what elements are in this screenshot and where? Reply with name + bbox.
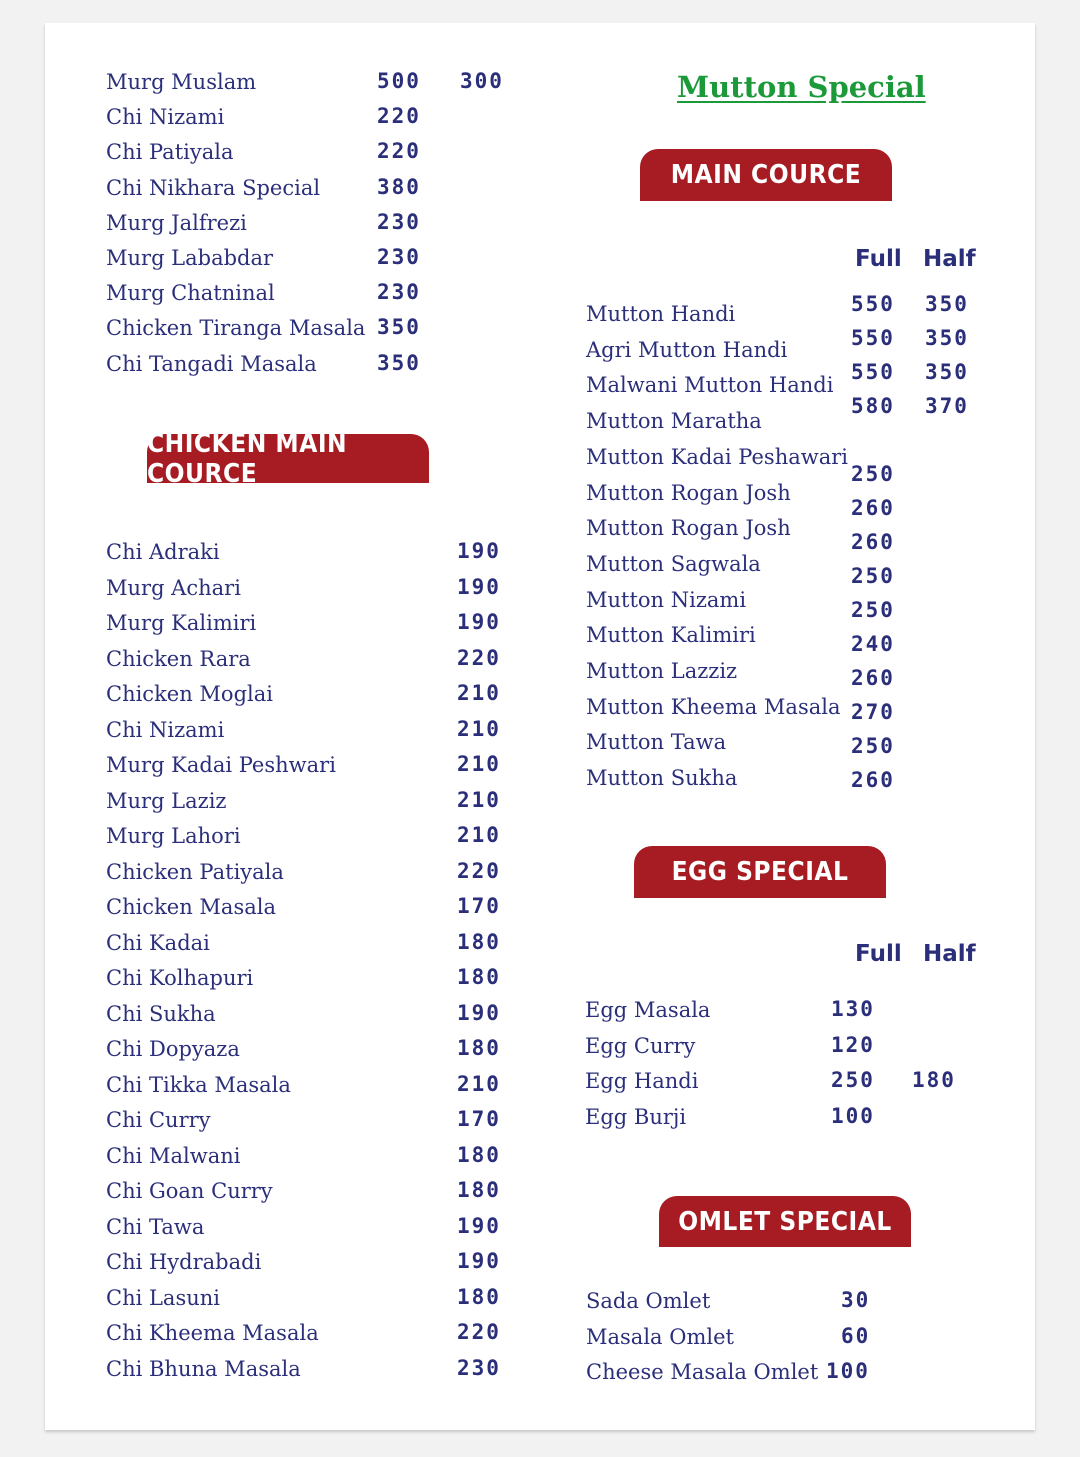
menu-item-price-full: 260 bbox=[851, 496, 895, 520]
menu-item-name: Chi Adraki bbox=[106, 540, 220, 564]
menu-item-name: Murg Chatninal bbox=[106, 281, 275, 306]
menu-item-name: Murg Lahori bbox=[106, 824, 241, 848]
menu-item-price: 180 bbox=[457, 1036, 501, 1060]
mutton-full-header: Full bbox=[855, 246, 902, 272]
menu-item-name: Chi Nizami bbox=[106, 105, 225, 130]
menu-item-name: Chicken Masala bbox=[106, 895, 276, 919]
menu-item-price: 180 bbox=[457, 929, 501, 954]
menu-item-price: 220 bbox=[457, 645, 501, 670]
menu-item-name: Chi Nizami bbox=[106, 717, 225, 742]
menu-item-name: Chi Lasuni bbox=[106, 1285, 220, 1310]
menu-item-name: Mutton Sagwala bbox=[586, 551, 761, 576]
menu-item-name: Chicken Rara bbox=[106, 646, 251, 671]
menu-item-price: 350 bbox=[377, 350, 421, 375]
menu-item-name: Sada Omlet bbox=[586, 1289, 711, 1313]
menu-item-price: 230 bbox=[377, 280, 421, 305]
menu-item-name: Murg Laziz bbox=[106, 788, 227, 813]
menu-item-price: 190 bbox=[457, 574, 501, 599]
menu-item-price: 100 bbox=[831, 1104, 875, 1129]
menu-item-name: Chi Tawa bbox=[106, 1214, 205, 1239]
menu-item-price: 180 bbox=[457, 1284, 501, 1309]
menu-item-name: Chi Patiyala bbox=[106, 140, 234, 165]
menu-item-price-full: 580 bbox=[851, 394, 895, 418]
menu-item-price: 220 bbox=[457, 858, 501, 883]
omlet-special-banner: OMLET SPECIAL bbox=[659, 1196, 911, 1247]
menu-item-name: Chi Goan Curry bbox=[106, 1179, 273, 1203]
menu-item-name: Mutton Rogan Josh bbox=[586, 480, 791, 505]
menu-item-price: 60 bbox=[841, 1323, 871, 1348]
egg-special-banner: EGG SPECIAL bbox=[634, 846, 886, 898]
menu-item-price: 210 bbox=[457, 1071, 501, 1096]
menu-item-name: Chicken Tiranga Masala bbox=[106, 316, 366, 341]
menu-item-name: Chi Kadai bbox=[106, 930, 210, 955]
menu-item-name: Chicken Patiyala bbox=[106, 859, 284, 884]
menu-item-price: 120 bbox=[831, 1032, 875, 1057]
menu-item-name: Mutton Handi bbox=[586, 302, 736, 326]
menu-item-name: Mutton Tawa bbox=[586, 730, 727, 755]
menu-item-price-full: 250 bbox=[851, 564, 895, 588]
menu-item-price: 250 bbox=[831, 1068, 875, 1093]
menu-item-price-half: 180 bbox=[912, 1068, 956, 1093]
menu-item-price-full: 270 bbox=[851, 700, 895, 724]
menu-item-price: 170 bbox=[457, 894, 501, 918]
menu-item-price-full: 550 bbox=[851, 292, 895, 316]
menu-item-price-full: 550 bbox=[851, 360, 895, 384]
menu-item-name: Chi Hydrabadi bbox=[106, 1250, 262, 1274]
menu-item-name: Agri Mutton Handi bbox=[586, 337, 788, 362]
menu-item-price: 380 bbox=[377, 174, 421, 199]
menu-item-price: 190 bbox=[457, 539, 501, 563]
menu-item-price-half: 350 bbox=[925, 360, 969, 384]
menu-item-price: 180 bbox=[457, 965, 501, 989]
menu-item-name: Chi Malwani bbox=[106, 1143, 241, 1168]
menu-item-price: 220 bbox=[457, 1320, 501, 1344]
menu-item-price: 210 bbox=[457, 787, 501, 812]
menu-item-price-half: 350 bbox=[925, 326, 969, 350]
menu-item-name: Chi Dopyaza bbox=[106, 1037, 240, 1061]
menu-item-price: 190 bbox=[457, 1000, 501, 1025]
menu-item-price-full: 260 bbox=[851, 768, 895, 792]
menu-item-name: Mutton Nizami bbox=[586, 587, 747, 612]
menu-item-name: Malwani Mutton Handi bbox=[586, 373, 834, 398]
menu-item-price: 130 bbox=[831, 997, 875, 1021]
menu-item-name: Murg Jalfrezi bbox=[106, 210, 247, 235]
menu-item-name: Murg Lababdar bbox=[106, 246, 274, 270]
menu-item-name: Egg Burji bbox=[585, 1105, 687, 1130]
menu-item-price: 190 bbox=[457, 1249, 501, 1273]
chicken-main-course-banner: CHICKEN MAIN COURCE bbox=[147, 434, 429, 483]
menu-item-name: Cheese Masala Omlet bbox=[586, 1360, 819, 1384]
menu-item-name: Murg Kalimiri bbox=[106, 611, 257, 635]
menu-item-price: 230 bbox=[377, 209, 421, 234]
menu-item-name: Mutton Kadai Peshawari bbox=[586, 444, 848, 469]
menu-item-name: Chicken Moglai bbox=[106, 682, 273, 706]
menu-item-name: Chi Bhuna Masala bbox=[106, 1356, 301, 1381]
menu-item-price: 190 bbox=[457, 1213, 501, 1238]
menu-item-price: 100 bbox=[826, 1359, 870, 1383]
menu-item-price: 210 bbox=[457, 823, 501, 847]
menu-item-price: 210 bbox=[457, 752, 501, 776]
menu-item-name: Masala Omlet bbox=[586, 1324, 734, 1349]
menu-item-price: 180 bbox=[457, 1142, 501, 1167]
menu-item-price: 210 bbox=[457, 716, 501, 741]
egg-full-header: Full bbox=[855, 941, 902, 967]
menu-item-price-full: 250 bbox=[851, 598, 895, 622]
menu-item-name: Chi Tangadi Masala bbox=[106, 351, 317, 376]
mutton-half-header: Half bbox=[923, 246, 976, 272]
menu-item-price-half: 370 bbox=[925, 394, 969, 418]
menu-item-name: Chi Kolhapuri bbox=[106, 966, 254, 990]
menu-item-name: Chi Curry bbox=[106, 1108, 211, 1132]
mutton-special-heading: Mutton Special bbox=[677, 70, 926, 104]
menu-item-name: Mutton Rogan Josh bbox=[586, 516, 791, 541]
menu-item-price: 230 bbox=[457, 1355, 501, 1380]
menu-item-name: Murg Kadai Peshwari bbox=[106, 753, 336, 777]
menu-item-name: Egg Masala bbox=[585, 998, 711, 1022]
menu-item-name: Mutton Maratha bbox=[586, 409, 762, 434]
menu-item-price-half: 300 bbox=[460, 69, 504, 93]
menu-item-price-half: 350 bbox=[925, 292, 969, 316]
menu-item-name: Mutton Kalimiri bbox=[586, 623, 756, 648]
mutton-main-course-banner: MAIN COURCE bbox=[640, 149, 892, 201]
menu-item-price: 180 bbox=[457, 1178, 501, 1202]
menu-item-price: 170 bbox=[457, 1107, 501, 1131]
menu-item-name: Chi Nikhara Special bbox=[106, 175, 321, 200]
menu-item-name: Chi Tikka Masala bbox=[106, 1072, 291, 1097]
menu-item-name: Murg Achari bbox=[106, 575, 241, 600]
menu-item-price-full: 250 bbox=[851, 734, 895, 758]
menu-item-name: Chi Kheema Masala bbox=[106, 1321, 319, 1345]
menu-item-price: 220 bbox=[377, 139, 421, 164]
menu-item-price-full: 250 bbox=[851, 462, 895, 486]
menu-item-price-full: 260 bbox=[851, 530, 895, 554]
menu-item-price: 350 bbox=[377, 315, 421, 340]
menu-item-name: Mutton Sukha bbox=[586, 766, 738, 791]
menu-item-name: Egg Handi bbox=[585, 1069, 699, 1094]
menu-item-price: 230 bbox=[377, 245, 421, 269]
menu-item-name: Mutton Kheema Masala bbox=[586, 694, 841, 719]
menu-item-price: 30 bbox=[841, 1288, 871, 1312]
menu-item-price: 210 bbox=[457, 681, 501, 705]
menu-item-price-full: 260 bbox=[851, 666, 895, 690]
egg-half-header: Half bbox=[923, 941, 976, 967]
menu-item-price-full: 550 bbox=[851, 326, 895, 350]
menu-item-price: 190 bbox=[457, 610, 501, 634]
menu-item-name: Chi Sukha bbox=[106, 1001, 216, 1026]
menu-item-name: Mutton Lazziz bbox=[586, 659, 738, 683]
menu-item-name: Murg Muslam bbox=[106, 70, 257, 94]
menu-item-price-full: 240 bbox=[851, 632, 895, 656]
menu-item-price: 220 bbox=[377, 104, 421, 129]
menu-item-price: 500 bbox=[377, 69, 421, 93]
menu-item-name: Egg Curry bbox=[585, 1033, 696, 1058]
